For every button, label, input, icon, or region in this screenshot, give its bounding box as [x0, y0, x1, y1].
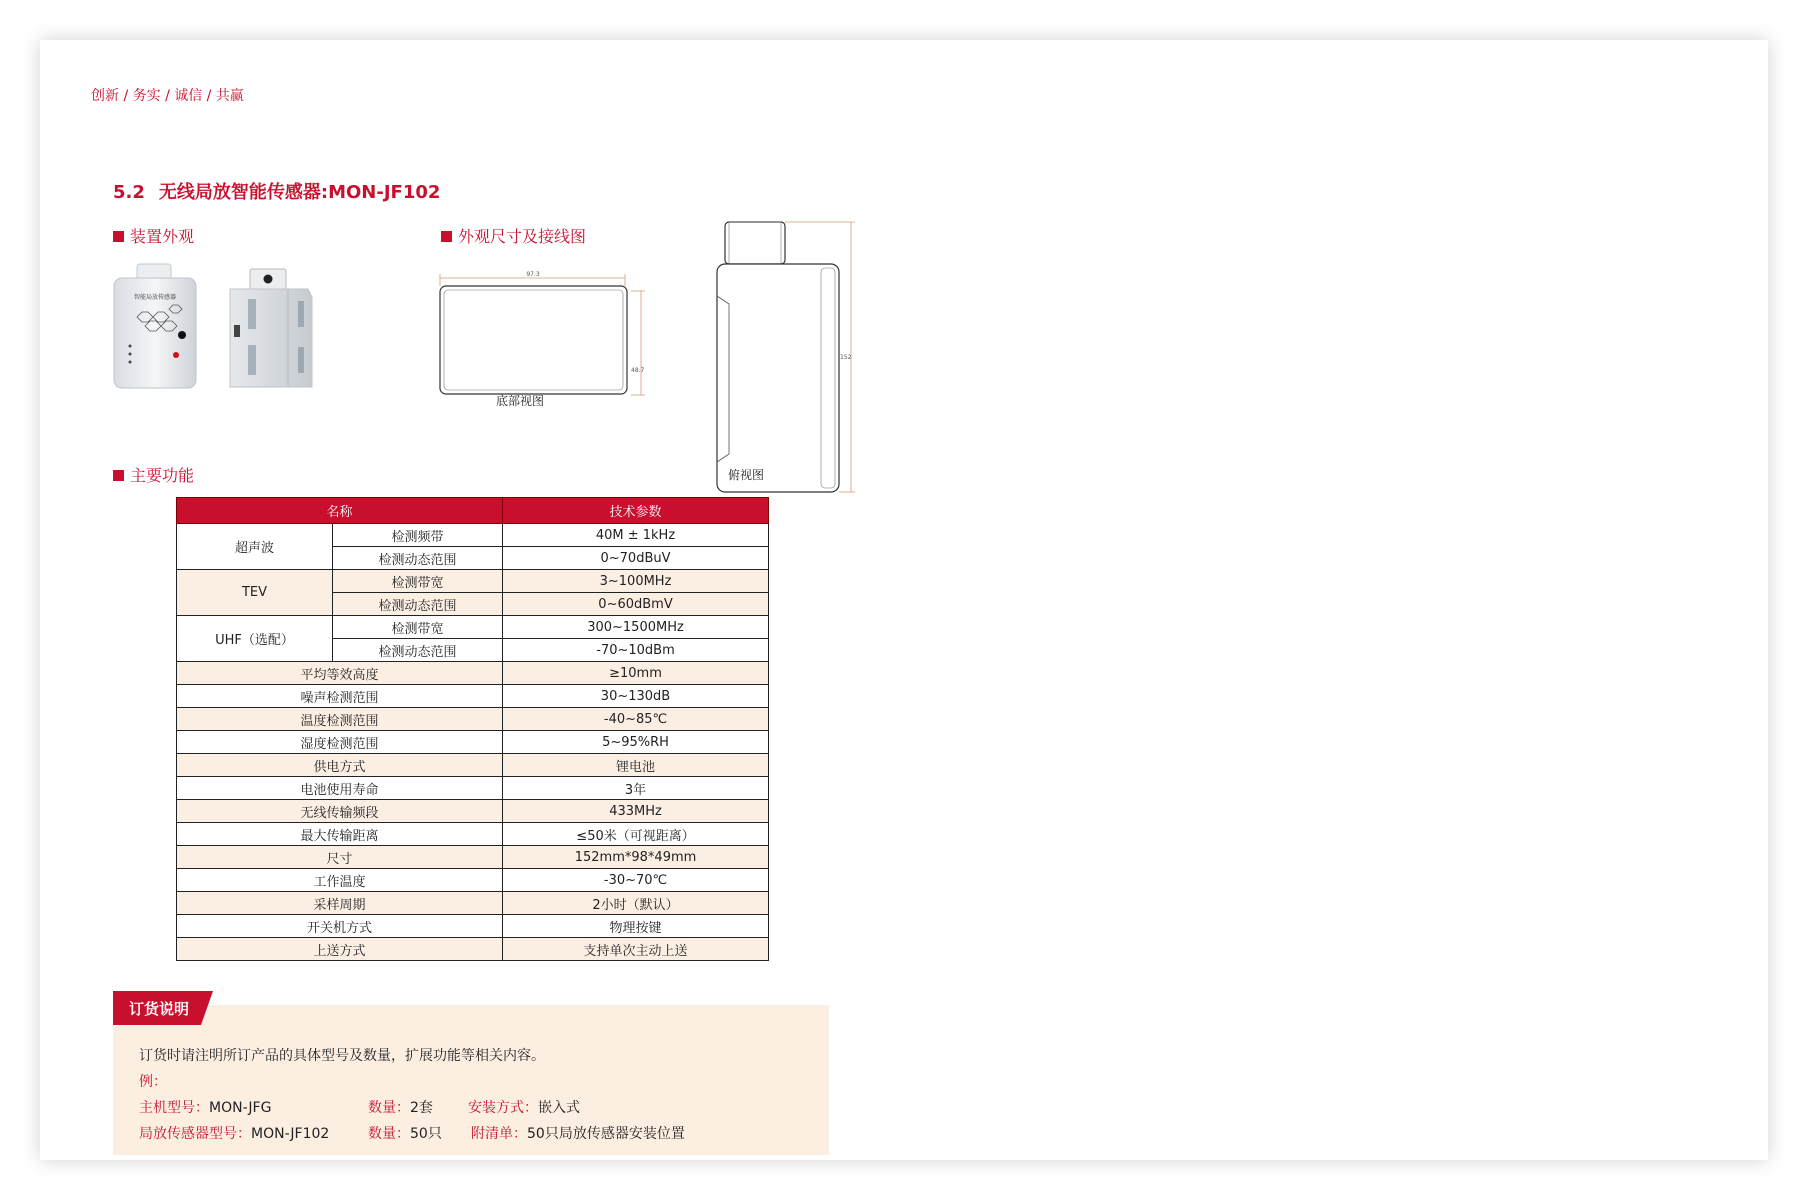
sub-name: 检测频带	[333, 524, 503, 547]
table-row	[177, 685, 769, 708]
order-line-2-qty	[368, 1123, 442, 1143]
row-value: ≤50米（可视距离）	[503, 823, 769, 846]
table-row	[177, 708, 769, 731]
sub-name: 检测带宽	[333, 616, 503, 639]
sensor-model-value: MON-JF102	[251, 1126, 330, 1142]
table-header-row	[177, 498, 769, 524]
order-line-1-qty	[368, 1097, 433, 1117]
quantity-label: 数量：	[368, 1100, 410, 1116]
quantity-label: 数量：	[368, 1126, 410, 1142]
row-value: 433MHz	[503, 800, 769, 823]
table-row	[177, 731, 769, 754]
row-value: 3年	[503, 777, 769, 800]
square-bullet-icon	[113, 470, 124, 481]
param-value: 0~60dBmV	[503, 593, 769, 616]
row-name: 温度检测范围	[177, 708, 503, 731]
table-row	[177, 823, 769, 846]
sub-name: 检测动态范围	[333, 639, 503, 662]
row-value: 30~130dB	[503, 685, 769, 708]
table-row	[177, 915, 769, 938]
order-tab-label: 订货说明	[129, 1000, 190, 1018]
group-name-ultrasonic: 超声波	[177, 524, 333, 570]
order-line-2-list	[471, 1123, 685, 1143]
table-row	[177, 616, 769, 639]
group-name-tev: TEV	[177, 570, 333, 616]
row-value: -40~85℃	[503, 708, 769, 731]
table-row	[177, 777, 769, 800]
table-row	[177, 938, 769, 961]
row-name: 供电方式	[177, 754, 503, 777]
row-name: 噪声检测范围	[177, 685, 503, 708]
param-value: -70~10dBm	[503, 639, 769, 662]
param-value: 300~1500MHz	[503, 616, 769, 639]
table-row	[177, 846, 769, 869]
table-row	[177, 800, 769, 823]
section-number: 5.2	[113, 182, 145, 203]
param-value: 40M ± 1kHz	[503, 524, 769, 547]
subhead-appearance-text: 装置外观	[130, 227, 195, 246]
top-view-drawing	[717, 222, 855, 492]
bottom-height-label: 48.7	[631, 367, 645, 374]
param-value: 3~100MHz	[503, 570, 769, 593]
quantity-value: 50只	[410, 1126, 442, 1142]
table-row	[177, 662, 769, 685]
group-name-uhf: UHF（选配）	[177, 616, 333, 662]
top-view-caption: 俯视图	[728, 468, 765, 482]
list-label: 附清单：	[471, 1126, 527, 1142]
row-name: 上送方式	[177, 938, 503, 961]
row-name: 工作温度	[177, 869, 503, 892]
device-front-photo	[112, 262, 202, 392]
row-value: 锂电池	[503, 754, 769, 777]
order-line-1-install	[468, 1097, 580, 1117]
row-value: 5~95%RH	[503, 731, 769, 754]
install-label: 安装方式：	[468, 1100, 538, 1116]
spec-table	[176, 497, 769, 961]
sub-name: 检测动态范围	[333, 593, 503, 616]
row-name: 最大传输距离	[177, 823, 503, 846]
section-title	[113, 178, 440, 204]
row-name: 电池使用寿命	[177, 777, 503, 800]
row-name: 平均等效高度	[177, 662, 503, 685]
row-name: 开关机方式	[177, 915, 503, 938]
bottom-width-label: 97.3	[526, 271, 540, 278]
order-note: 订货时请注明所订产品的具体型号及数量，扩展功能等相关内容。	[139, 1048, 545, 1064]
brochure-page	[40, 40, 1768, 1160]
header-param: 技术参数	[503, 498, 769, 524]
bottom-view-caption: 底部视图	[496, 394, 545, 408]
row-value: 152mm*98*49mm	[503, 846, 769, 869]
install-value: 嵌入式	[538, 1100, 580, 1116]
subhead-appearance	[113, 224, 194, 247]
device-label: 智能局放传感器	[133, 294, 177, 301]
list-value: 50只局放传感器安装位置	[527, 1126, 685, 1142]
order-line-2	[139, 1123, 329, 1143]
section-title-text: 无线局放智能传感器:MON-JF102	[158, 182, 441, 203]
row-name: 采样周期	[177, 892, 503, 915]
table-row	[177, 892, 769, 915]
sub-name: 检测带宽	[333, 570, 503, 593]
header-slogan: 创新 / 务实 / 诚信 / 共赢	[91, 88, 244, 104]
row-name: 湿度检测范围	[177, 731, 503, 754]
sensor-model-label: 局放传感器型号：	[139, 1126, 251, 1142]
square-bullet-icon	[113, 231, 124, 242]
row-value: 2小时（默认）	[503, 892, 769, 915]
host-model-value: MON-JFG	[209, 1100, 272, 1116]
row-name: 无线传输频段	[177, 800, 503, 823]
dimension-drawing	[435, 178, 855, 528]
table-row	[177, 524, 769, 547]
table-row	[177, 570, 769, 593]
subhead-functions-text: 主要功能	[130, 466, 195, 485]
row-value: -30~70℃	[503, 869, 769, 892]
host-model-label: 主机型号：	[139, 1100, 209, 1116]
row-value: 物理按键	[503, 915, 769, 938]
bottom-view-drawing	[440, 271, 645, 395]
sub-name: 检测动态范围	[333, 547, 503, 570]
order-example-label: 例：	[139, 1074, 167, 1090]
subhead-dimensions-text: 外观尺寸及接线图	[458, 227, 587, 246]
subhead-functions	[113, 463, 194, 486]
quantity-value: 2套	[410, 1100, 433, 1116]
header-name: 名称	[177, 498, 503, 524]
table-row	[177, 754, 769, 777]
row-value: 支持单次主动上送	[503, 938, 769, 961]
row-value: ≥10mm	[503, 662, 769, 685]
table-row	[177, 869, 769, 892]
side-height-label: 152	[840, 354, 852, 361]
param-value: 0~70dBuV	[503, 547, 769, 570]
row-name: 尺寸	[177, 846, 503, 869]
order-line-1	[139, 1097, 271, 1117]
device-side-photo	[226, 267, 316, 393]
